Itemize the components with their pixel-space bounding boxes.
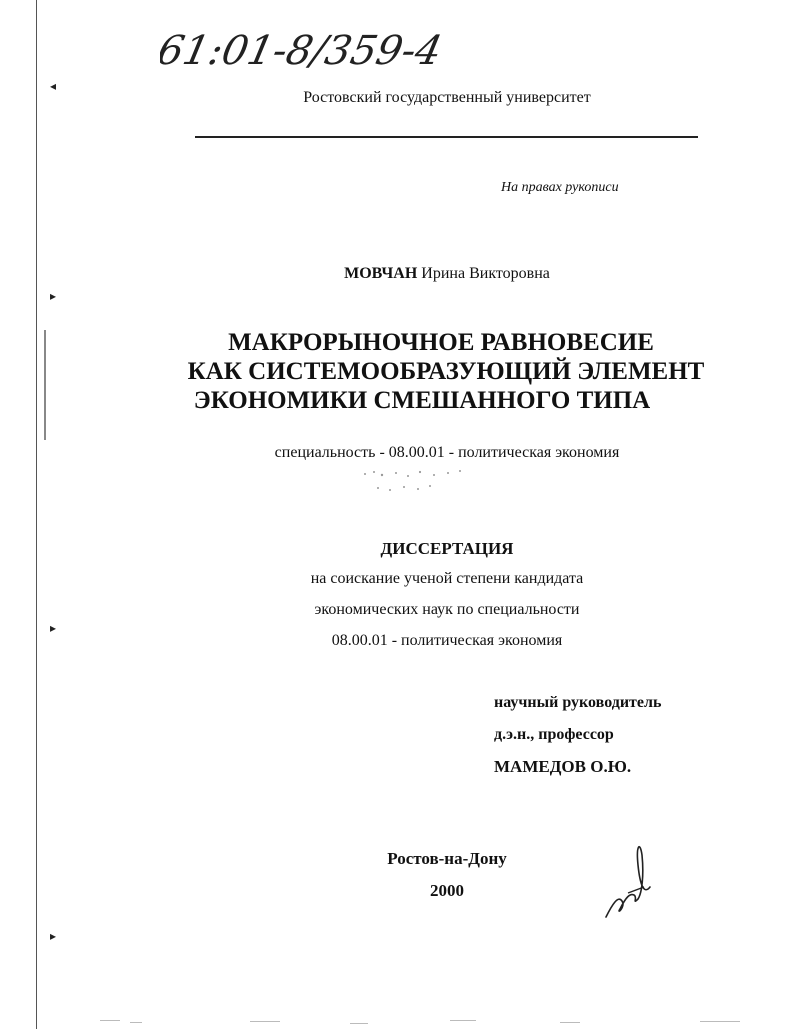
dissertation-line: экономических наук по специальности <box>314 601 580 618</box>
supervisor-name: МАМЕДОВ О.Ю. <box>494 757 632 776</box>
scan-bottom-noise <box>90 1014 790 1029</box>
speciality-line: специальность - 08.00.01 - политическая экономия <box>274 444 620 461</box>
supervisor-degree: д.э.н., профессор <box>494 726 614 743</box>
supervisor-role: научный руководитель <box>494 694 662 711</box>
handwritten-code-text: 61:01-8/359-4 <box>160 26 447 74</box>
city: Ростов-на-Дону <box>387 849 507 868</box>
header-divider <box>195 136 698 138</box>
year: 2000 <box>430 881 464 900</box>
scan-dot: ▸ <box>50 289 57 303</box>
dissertation-line: на соискание ученой степени кандидата <box>310 570 584 587</box>
title-line: МАКРОРЫНОЧНОЕ РАВНОВЕСИЕ <box>228 329 654 356</box>
author-surname: МОВЧАН <box>344 265 418 282</box>
stamp-noise <box>360 466 470 496</box>
scan-dot: ◂ <box>50 79 57 93</box>
scan-dot: ▸ <box>50 929 57 943</box>
scan-dot: ▸ <box>50 621 57 635</box>
scan-edge-line <box>36 0 37 1029</box>
dissertation-line: 08.00.01 - политическая экономия <box>331 632 563 649</box>
title-line: КАК СИСТЕМООБРАЗУЮЩИЙ ЭЛЕМЕНТ <box>187 358 705 385</box>
signature <box>598 835 658 925</box>
author-line <box>0 265 799 283</box>
dissertation-title <box>150 328 750 415</box>
title-line: ЭКОНОМИКИ СМЕШАННОГО ТИПА <box>193 387 651 414</box>
university-name: Ростовский государственный университет <box>303 89 591 106</box>
dissertation-heading: ДИССЕРТАЦИЯ <box>380 539 514 558</box>
scan-edge-line <box>44 330 46 440</box>
manuscript-note: На правах рукописи <box>501 180 619 195</box>
handwritten-archive-code <box>160 14 500 84</box>
author-name: Ирина Викторовна <box>421 265 550 282</box>
